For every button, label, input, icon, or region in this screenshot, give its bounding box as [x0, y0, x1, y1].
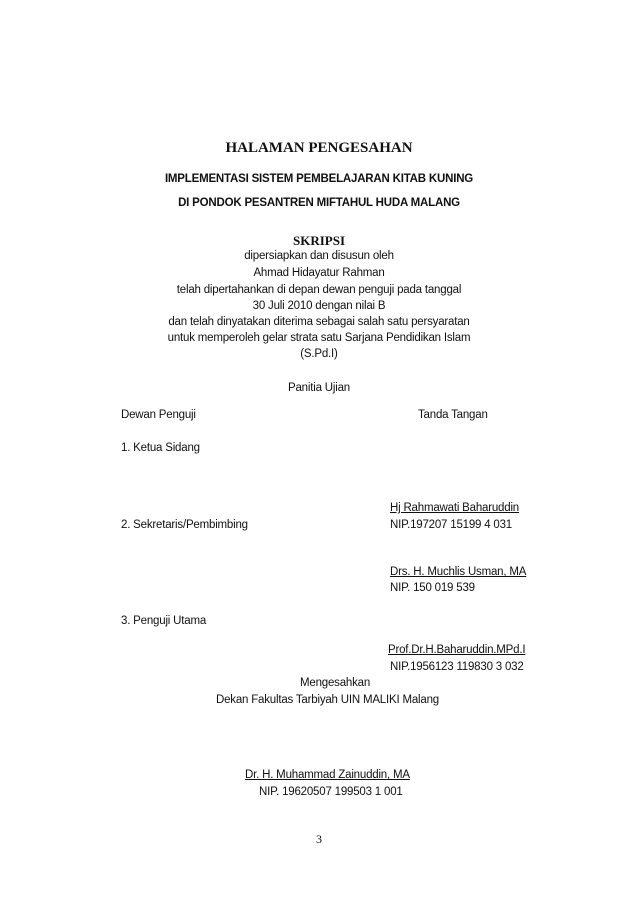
secretary-name: Drs. H. Muchlis Usman, MA [390, 566, 527, 578]
statement-line: dipersiapkan dan disusun oleh [244, 250, 394, 262]
degree: (S.Pd.I) [300, 348, 338, 360]
author-name: Ahmad Hidayatur Rahman [253, 267, 385, 279]
examiner-name: Prof.Dr.H.Baharuddin.MPd.I [388, 644, 526, 656]
statement-line: dan telah dinyatakan diterima sebagai salah satu persyaratan [168, 316, 470, 328]
page-title: HALAMAN PENGESAHAN [225, 140, 413, 156]
statement-line: 30 Juli 2010 dengan nilai B [252, 300, 386, 312]
examiner-nip: NIP.1956123 119830 3 032 [390, 661, 524, 673]
chair-nip: NIP.197207 15199 4 031 [390, 519, 513, 531]
role-secretary: 2. Sekretaris/Pembimbing [121, 519, 248, 531]
committee-heading: Panitia Ujian [288, 382, 350, 394]
statement-line: untuk memperoleh gelar strata satu Sarjana Pendidikan Islam [167, 332, 471, 344]
page-number: 3 [316, 832, 322, 846]
chair-name: Hj Rahmawati Baharuddin [390, 502, 519, 514]
role-chair: 1. Ketua Sidang [121, 442, 200, 454]
dean-nip: NIP. 19620507 199503 1 001 [259, 786, 403, 798]
board-label: Dewan Penguji [121, 409, 196, 421]
thesis-title-line-2: DI PONDOK PESANTREN MIFTAHUL HUDA MALANG [178, 197, 460, 209]
thesis-title-line-1: IMPLEMENTASI SISTEM PEMBELAJARAN KITAB KUNING [164, 173, 474, 185]
signature-label: Tanda Tangan [418, 409, 488, 421]
endorsement-label: Mengesahkan [300, 677, 371, 689]
statement-line: telah dipertahankan di depan dewan penguji pada tanggal [176, 284, 462, 296]
dean-name: Dr. H. Muhammad Zainuddin, MA [245, 769, 410, 781]
doc-type: SKRIPSI [292, 233, 346, 248]
dean-position: Dekan Fakultas Tarbiyah UIN MALIKI Malang [216, 694, 439, 706]
secretary-nip: NIP. 150 019 539 [390, 582, 475, 594]
role-examiner: 3. Penguji Utama [121, 615, 207, 627]
